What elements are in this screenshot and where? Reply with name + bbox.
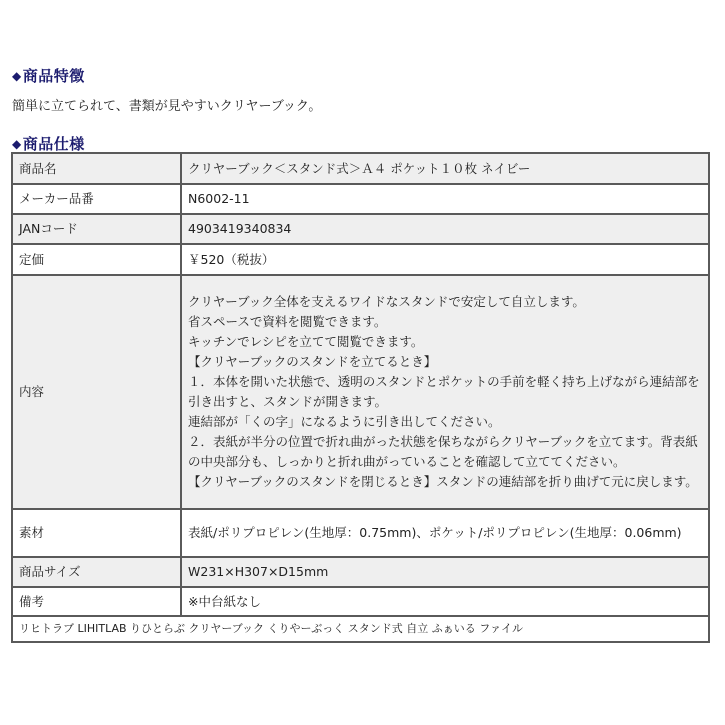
- features-description: 簡単に立てられて、書類が見やすいクリヤーブック。: [12, 99, 322, 114]
- row-label: JANコード: [12, 214, 181, 244]
- table-row-size: [12, 557, 709, 587]
- specs-table: [11, 152, 710, 643]
- row-value: 4903419340834: [181, 214, 709, 244]
- features-heading: [12, 65, 85, 86]
- contents-line: 省スペースで資料を閲覧できます。: [188, 314, 387, 329]
- row-label: 商品サイズ: [12, 557, 181, 587]
- table-row-jan-code: [12, 214, 709, 244]
- diamond-bullet-icon: ◆: [12, 137, 22, 151]
- row-value: N6002-11: [181, 184, 709, 214]
- diamond-bullet-icon: ◆: [12, 69, 22, 83]
- table-row-contents: [12, 275, 709, 509]
- table-row-maker-number: [12, 184, 709, 214]
- row-label: 内容: [12, 275, 181, 509]
- contents-line: １．本体を開いた状態で、透明のスタンドとポケットの手前を軽く持ち上げながら連結部を引き出すと、スタンドが開きます。: [188, 374, 700, 409]
- contents-line: 【クリヤーブックのスタンドを立てるとき】: [188, 354, 437, 369]
- row-value-contents: [181, 275, 709, 509]
- table-row-product-name: [12, 153, 709, 184]
- contents-line: クリヤーブック全体を支えるワイドなスタンドで安定して自立します。: [188, 294, 585, 309]
- row-value: W231×H307×D15mm: [181, 557, 709, 587]
- contents-line: ２．表紙が半分の位置で折れ曲がった状態を保ちながらクリヤーブックを立てます。背表紙の中央部分も、しっかりと折れ曲がっていることを確認して立ててください。: [188, 434, 698, 469]
- contents-line: キッチンでレシピを立てて閲覧できます。: [188, 334, 424, 349]
- row-value: ※中台紙なし: [181, 587, 709, 616]
- table-row-notes: [12, 587, 709, 616]
- table-row-price: [12, 244, 709, 275]
- row-label: 定価: [12, 244, 181, 275]
- table-row-material: [12, 509, 709, 557]
- row-label: 備考: [12, 587, 181, 616]
- row-label: 素材: [12, 509, 181, 557]
- features-heading-text: 商品特徴: [22, 67, 85, 85]
- keywords-text: リヒトラブ LIHITLAB りひとらぶ クリヤーブック くりやーぶっく スタンド式 自立 ふぁいる ファイル: [12, 616, 709, 642]
- table-row-keywords: [12, 616, 709, 642]
- row-label: メーカー品番: [12, 184, 181, 214]
- contents-line: 連結部が「くの字」になるように引き出してください。: [188, 414, 501, 429]
- contents-line: 【クリヤーブックのスタンドを閉じるとき】スタンドの連結部を折り曲げて元に戻します。: [188, 474, 698, 489]
- row-value: 表紙/ポリプロピレン(生地厚：0.75mm)、ポケット/ポリプロピレン(生地厚：0.06mm): [181, 509, 709, 557]
- row-value: クリヤーブック＜スタンド式＞Ａ４ ポケット１０枚 ネイビー: [181, 153, 709, 184]
- row-value: ￥520（税抜）: [181, 244, 709, 275]
- row-label: 商品名: [12, 153, 181, 184]
- specs-heading-text: 商品仕様: [22, 135, 85, 153]
- specs-heading: [12, 133, 85, 154]
